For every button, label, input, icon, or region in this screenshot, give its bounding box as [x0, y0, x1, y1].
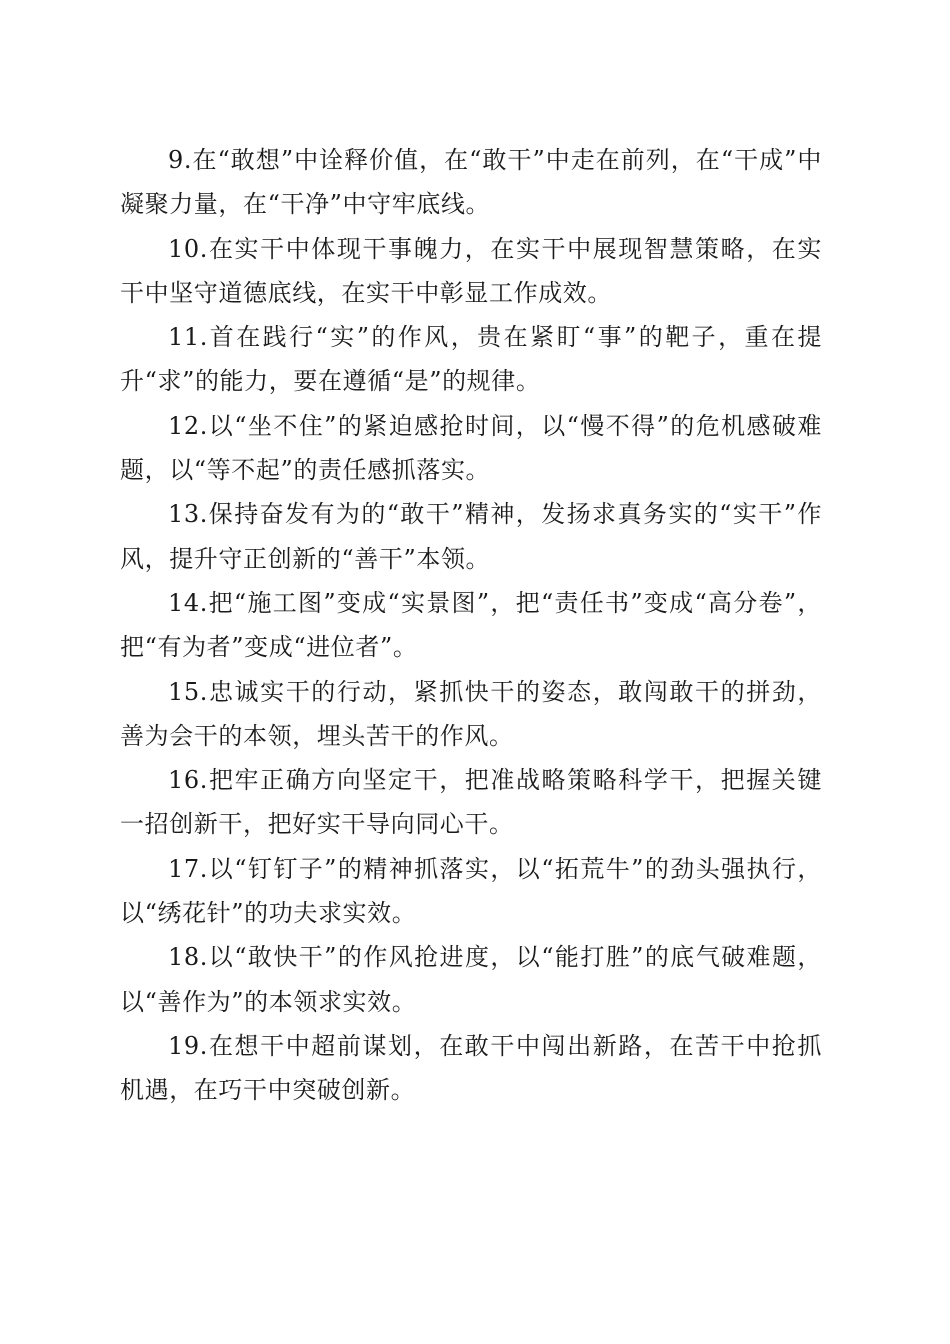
paragraph-text: 以“坐不住”的紧迫感抢时间，以“慢不得”的危机感破难题，以“等不起”的责任感抓落实。: [120, 411, 822, 485]
paragraph-12: [120, 404, 822, 493]
paragraph-text: 保持奋发有为的“敢干”精神，发扬求真务实的“实干”作风，提升守正创新的“善干”本领。: [120, 500, 822, 573]
paragraph-13: [120, 492, 822, 581]
paragraph-number: 16.: [168, 766, 208, 795]
paragraph-number: 12.: [168, 411, 208, 440]
paragraph-number: 17.: [168, 854, 208, 883]
paragraph-text: 以“敢快干”的作风抢进度，以“能打胜”的底气破难题，以“善作为”的本领求实效。: [120, 943, 822, 1016]
paragraph-number: 10.: [168, 234, 208, 263]
paragraph-text: 在实干中体现干事魄力，在实干中展现智慧策略，在实干中坚守道德底线，在实干中彰显工作成效。: [120, 234, 822, 307]
paragraph-14: [120, 581, 822, 670]
paragraph-17: [120, 847, 822, 936]
paragraph-number: 11.: [168, 323, 208, 352]
document-body: [120, 138, 822, 1113]
paragraph-number: 15.: [168, 677, 208, 706]
paragraph-16: [120, 758, 822, 847]
paragraph-9: [120, 138, 822, 227]
paragraph-11: [120, 315, 822, 404]
paragraph-number: 19.: [168, 1031, 208, 1060]
paragraph-text: 把“施工图”变成“实景图”，把“责任书”变成“高分卷”，把“有为者”变成“进位者”。: [120, 588, 822, 662]
paragraph-15: [120, 670, 822, 759]
paragraph-text: 把牢正确方向坚定干，把准战略策略科学干，把握关键一招创新干，把好实干导向同心干。: [120, 766, 822, 839]
paragraph-10: [120, 227, 822, 316]
paragraph-text: 以“钉钉子”的精神抓落实，以“拓荒牛”的劲头强执行，以“绣花针”的功夫求实效。: [120, 854, 822, 928]
paragraph-number: 13.: [168, 500, 208, 529]
paragraph-text: 忠诚实干的行动，紧抓快干的姿态，敢闯敢干的拼劲，善为会干的本领，埋头苦干的作风。: [120, 677, 822, 750]
paragraph-number: 9.: [168, 146, 193, 174]
paragraph-number: 18.: [168, 943, 208, 972]
paragraph-text: 首在践行“实”的作风，贵在紧盯“事”的靶子，重在提升“求”的能力，要在遵循“是”的规律。: [120, 323, 822, 396]
paragraph-text: 在想干中超前谋划，在敢干中闯出新路，在苦干中抢抓机遇，在巧干中突破创新。: [120, 1031, 822, 1105]
paragraph-18: [120, 935, 822, 1024]
paragraph-text: 在“敢想”中诠释价值，在“敢干”中走在前列，在“干成”中凝聚力量，在“干净”中守牢底线。: [120, 146, 822, 219]
paragraph-19: [120, 1024, 822, 1113]
paragraph-number: 14.: [168, 588, 208, 617]
